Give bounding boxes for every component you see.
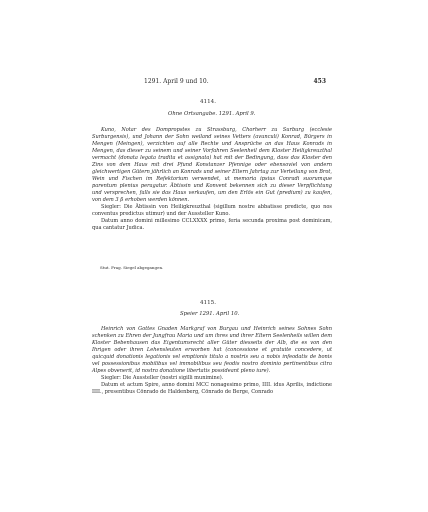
entry-datum: Datum et actum Spire, anno domini MCC nonagesimo primo, IIII. idus Aprilis, indictione IIII., presentibus Cönrado de Haldenberg, Cönrado de Berge, Conrado (92, 382, 332, 395)
entry-siegler: Siegler: Die Äbtissin von Heiligkreuzthal (sigillum nostre abbatisse predicte, quo nos conventus predictus utimur) und der Aussteller Kuno. (92, 204, 332, 217)
header-date: 1291. April 9 und 10. (144, 78, 209, 85)
entry-place-date: Ohne Ortsangabe. 1291. April 9. (168, 111, 256, 117)
entry-number: 4115. (200, 300, 217, 306)
entry-siegler: Siegler: Die Aussteller (nostri sigilli munimine). (101, 375, 224, 381)
entry-datum: Datum anno domini millesimo CCLXXXX primo, feria secunda proxima post dominicam, qua cantatur Judica. (92, 218, 332, 231)
entry-regest: Kuno, Notar des Dompropstes zu Strassburg, Chorherr zu Surburg (ecclesie Surburgensis), und Johann der Sohn weiland seines Vetters (avunculi) Konrad, Bürgers in Mengen (Meingen), verzichten auf alle Rechte und Ansprüche an das Haus Konrads in Mengen, das dieser zu seinem und seiner Vorfahren Seelenheil dem Kloster Heiligkreuzthal vermacht (donata legata tradita et assignata) hat mit der Bedingung, dass das Kloster den Zins von dem Haus mit drei Pfund Konstanzer Pfennige oder ebensoviel von andern gleichwertigen Gütern jährlich an Konrads und seiner Eltern Jahrtag zur Verteilung von Brot, Wein und Fischen im Refektorium verwendet, ut memoria ipsius Conradi suorumque parentum plenius peragatur. Äbtissin und Konvent bekennen sich zu dieser Verpflichtung und versprechen, falls sie das Haus verkaufen, um den Erlös ein Gut (predium) zu kaufen, von dem 3 ß erhoben werden können. (92, 127, 332, 203)
entry-number: 4114. (200, 99, 217, 105)
page-number: 453 (313, 78, 326, 85)
archive-note: Stut. Frag. Siegel abgegangen. (100, 265, 164, 270)
entry-body (92, 326, 332, 396)
entry-place-date: Speier 1291. April 10. (180, 311, 240, 317)
entry-body (92, 127, 332, 232)
entry-regest: Heinrich von Gottes Gnaden Markgraf von Burgau und Heinrich seines Sohnes Sohn schenken zu Ehren der Jungfrau Maria und um ihres und ihrer Eltern Seelenheils willen dem Kloster Bebenhausen das Eigentumsrecht aller Güter diesseits der Alb, die es von den Ihrigen oder ihren Lehensleuten erworben hat (concessione et gratuite concedere, ut quicquid donationis legationis vel emptionis titulo a nostris seu a nobis infeodatis de bonis vel possessionibus mobilibus vel immobilibus seu feodis nostro dominio pertinentibus citra Alpes obvenerit, id nostra donatione libertatis possideant pleno iure). (92, 326, 332, 374)
